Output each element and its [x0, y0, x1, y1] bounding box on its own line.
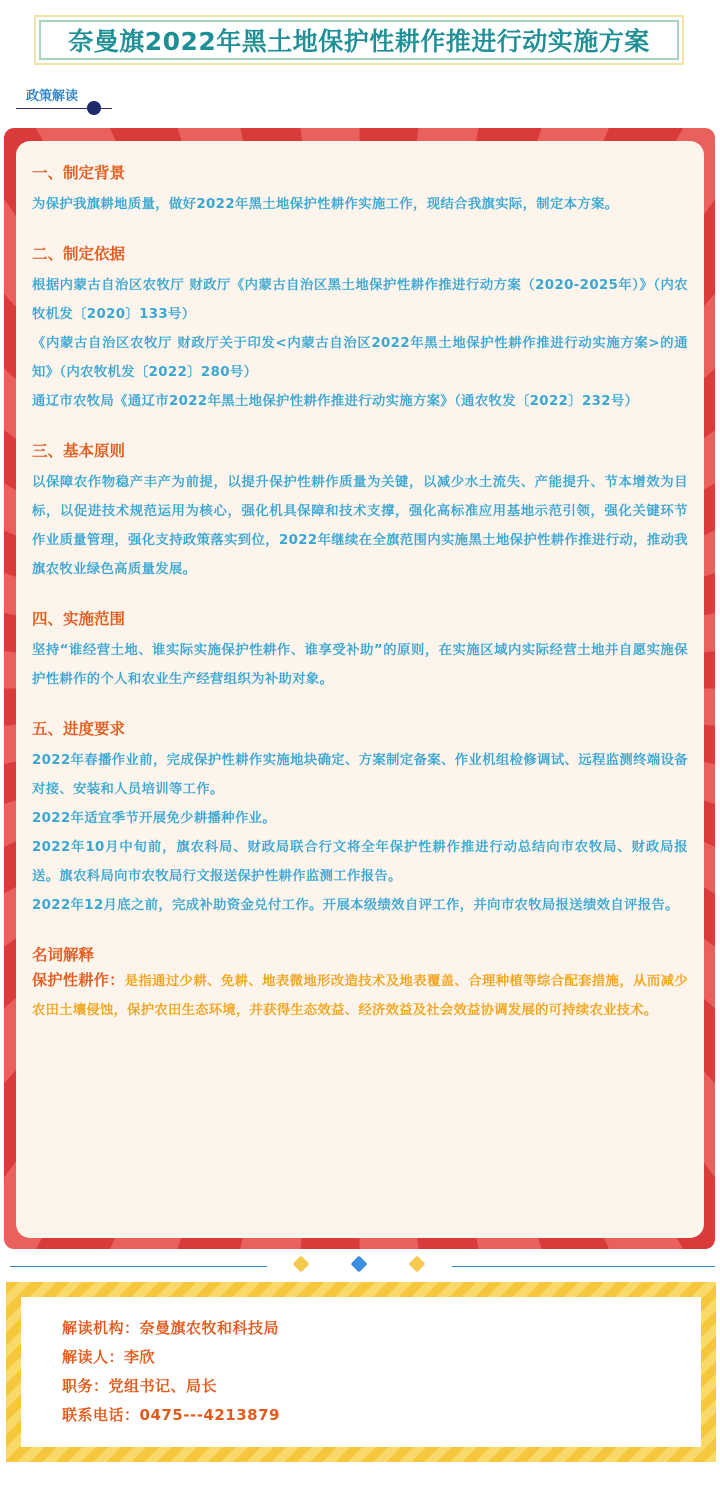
- section-glossary: [32, 944, 688, 1025]
- contact-person: 解读人：李欣: [62, 1348, 156, 1366]
- section-heading: 二、制定依据: [32, 245, 126, 263]
- section-paragraph: 2022年适宜季节开展免少耕播种作业。: [32, 811, 277, 826]
- section-heading: 一、制定背景: [32, 164, 126, 182]
- contact-org: 解读机构：奈曼旗农牧和科技局: [62, 1319, 280, 1337]
- section-heading: 三、基本原则: [32, 442, 126, 460]
- section-paragraph: 2022年春播作业前，完成保护性耕作实施地块确定、方案制定备案、作业机组检修调试、远程监测终端设备对接、安装和人员培训等工作。: [32, 753, 688, 797]
- glossary-definition: 是指通过少耕、免耕、地表微地形改造技术及地表覆盖、合理种植等综合配套措施，从而减少农田土壤侵蚀，保护农田生态环境，并获得生态效益、经济效益及社会效益协调发展的可持续农业技术。: [32, 974, 688, 1018]
- section-paragraph: 根据内蒙古自治区农牧厅 财政厅《内蒙古自治区黑土地保护性耕作推进行动方案（2020-2025年）》（内农牧机发〔2020〕133号）: [32, 278, 688, 322]
- glossary-entry: [32, 966, 688, 1025]
- contact-info: [62, 1314, 280, 1430]
- section-paragraph: 为保护我旗耕地质量，做好2022年黑土地保护性耕作实施工作，现结合我旗实际，制定本方案。: [32, 197, 619, 212]
- section-principles: [32, 440, 688, 584]
- section-paragraph: 通辽市农牧局《通辽市2022年黑土地保护性耕作推进行动实施方案》（通农牧发〔2022〕232号）: [32, 394, 639, 409]
- section-paragraph: 《内蒙古自治区农牧厅 财政厅关于印发<内蒙古自治区2022年黑土地保护性耕作推进行动实施方案>的通知》（内农牧机发〔2022〕280号）: [32, 336, 688, 380]
- section-background: [32, 162, 688, 219]
- section-paragraph: 2022年12月底之前，完成补助资金兑付工作。开展本级绩效自评工作，并向市农牧局报送绩效自评报告。: [32, 898, 679, 913]
- glossary-term: 保护性耕作：: [32, 971, 125, 989]
- contact-position: 职务：党组书记、局长: [62, 1377, 218, 1395]
- diamond-icon: [351, 1256, 368, 1273]
- section-schedule: [32, 718, 688, 920]
- content: [32, 162, 688, 1025]
- divider-left: [10, 1266, 267, 1267]
- tag-dot-icon: [87, 101, 101, 115]
- section-paragraph: 2022年10月中旬前，旗农科局、财政局联合行文将全年保护性耕作推进行动总结向市农牧局、财政局报送。旗农科局向市农牧局行文报送保护性耕作监测工作报告。: [32, 840, 688, 884]
- diamond-icon: [293, 1256, 310, 1273]
- title-box: [34, 15, 684, 65]
- contact-phone: 联系电话：0475---4213879: [62, 1406, 280, 1424]
- divider-right: [452, 1266, 715, 1267]
- section-basis: [32, 243, 688, 416]
- section-heading: 四、实施范围: [32, 610, 126, 628]
- page-title: 奈曼旗2022年黑土地保护性耕作推进行动实施方案: [68, 27, 650, 56]
- section-paragraph: 坚持“谁经营土地、谁实际实施保护性耕作、谁享受补助”的原则，在实施区域内实际经营土地并自愿实施保护性耕作的个人和农业生产经营组织为补助对象。: [32, 643, 688, 687]
- section-heading: 五、进度要求: [32, 720, 126, 738]
- glossary-heading: 名词解释: [32, 946, 95, 964]
- diamond-icon: [409, 1256, 426, 1273]
- section-paragraph: 以保障农作物稳产丰产为前提，以提升保护性耕作质量为关键，以减少水土流失、产能提升、节本增效为目标，以促进技术规范运用为核心，强化机具保障和技术支撑，强化高标准应用基地示范引领，强化关键环节作业质量管理，强化支持政策落实到位，2022年继续在全旗范围内实施黑土地保护性耕作推进行动，推动我旗农牧业绿色高质量发展。: [32, 475, 688, 577]
- policy-tag: 政策解读: [26, 89, 79, 104]
- section-scope: [32, 608, 688, 694]
